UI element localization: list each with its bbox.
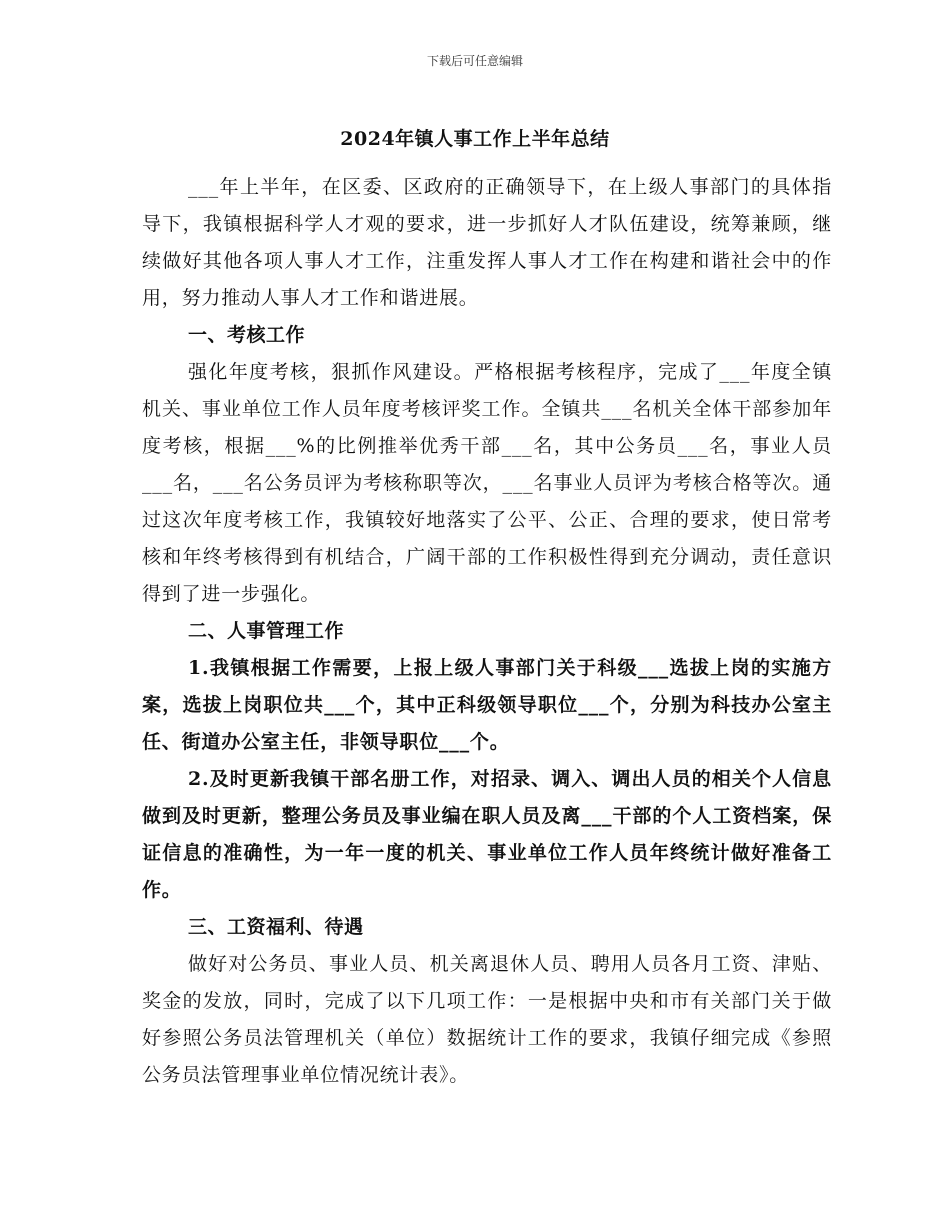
section-heading-assessment: 一、考核工作 [188,324,306,346]
salary-paragraph: 做好对公务员、事业人员、机关离退休人员、聘用人员各月工资、津贴、奖金的发放，同时，完成了以下几项工作：一是根据中央和市有关部门关于做好参照公务员法管理机关（单位）数据统计工作的要求，我镇仔细完成《参照公务员法管理事业单位情况统计表》。 [142,953,832,1086]
section-heading-salary: 三、工资福利、待遇 [188,916,364,938]
assessment-paragraph: 强化年度考核，狠抓作风建设。严格根据考核程序，完成了___年度全镇机关、事业单位工作人员年度考核评奖工作。全镇共___名机关全体干部参加年度考核，根据___%的比例推举优秀干部___名，其中公务员___名，事业人员___名，___名公务员评为考核称职等次，___名事业人员评为考核合格等次。通过这次年度考核工作，我镇较好地落实了公平、公正、合理的要求，使日常考核和年终考核得到有机结合，广阔干部的工作积极性得到充分调动，责任意识得到了进一步强化。 [142,361,832,605]
document-body [142,169,832,1094]
document-title: 2024年镇人事工作上半年总结 [340,128,610,150]
intro-paragraph: ___年上半年，在区委、区政府的正确领导下，在上级人事部门的具体指导下，我镇根据科学人才观的要求，进一步抓好人才队伍建设，统筹兼顾，继续做好其他各项人事人才工作，注重发挥人事人才工作在构建和谐社会中的作用，努力推动人事人才工作和谐进展。 [142,176,832,309]
personnel-item-1: 1.我镇根据工作需要，上报上级人事部门关于科级___选拔上岗的实施方案，选拔上岗职位共___个，其中正科级领导职位___个，分别为科技办公室主任、街道办公室主任，非领导职位___个。 [142,657,832,753]
section-heading-personnel: 二、人事管理工作 [188,620,345,642]
page-header-note: 下载后可任意编辑 [426,54,523,68]
personnel-item-2: 2.及时更新我镇干部名册工作，对招录、调入、调出人员的相关个人信息做到及时更新，整理公务员及事业编在职人员及离___干部的个人工资档案，保证信息的准确性，为一年一度的机关、事业单位工作人员年终统计做好准备工作。 [142,768,832,901]
